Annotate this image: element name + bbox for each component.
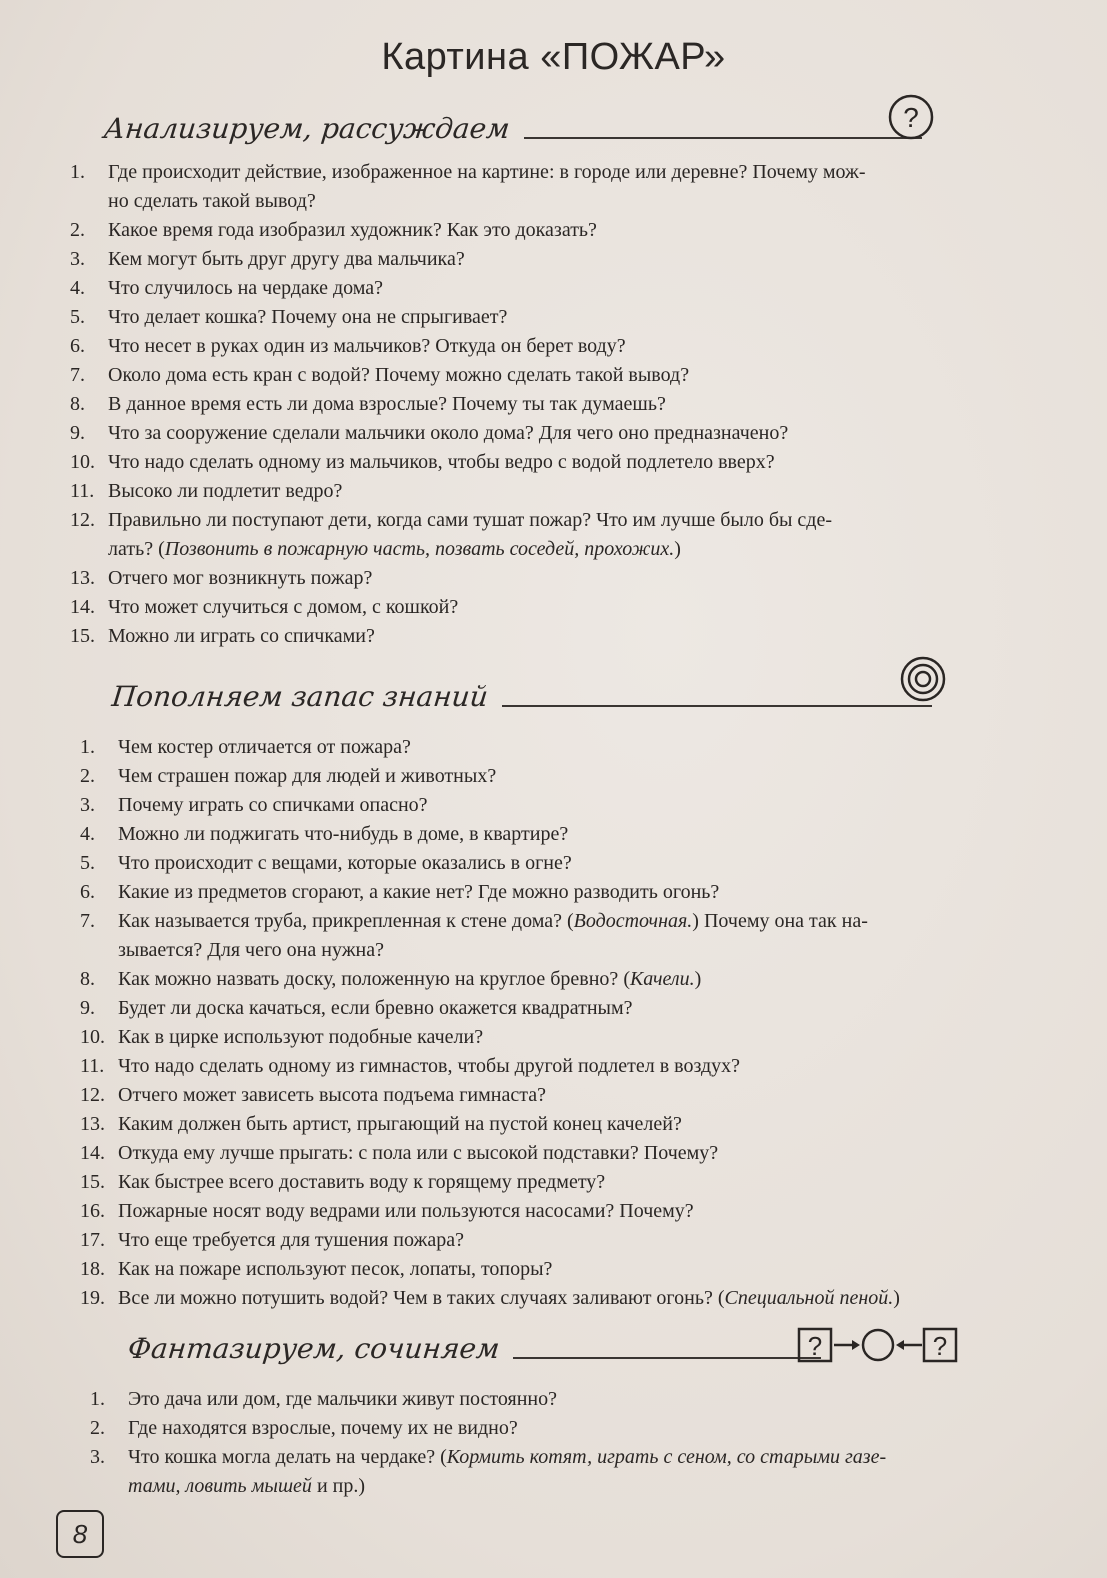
heading-underline: [502, 705, 932, 707]
list-item: 9. Будет ли доска качаться, если бревно окажется квадратным?: [80, 997, 633, 1019]
list-item: 12. Правильно ли поступают дети, когда сами тушат пожар? Что им лучше было бы сде- лать? (Позвонить в пожарную часть, позвать соседей, прохожих.): [70, 509, 833, 560]
list-item: 2. Какое время года изобразил художник? Как это доказать?: [70, 219, 597, 241]
list-item: 3. Почему играть со спичками опасно?: [80, 794, 428, 816]
list-item: 5. Что делает кошка? Почему она не спрыгивает?: [70, 306, 508, 328]
list-item: 7. Как называется труба, прикрепленная к стене дома? (Водосточная.) Почему она так на- зывается? Для чего она нужна?: [80, 910, 868, 961]
list-item: 11. Высоко ли подлетит ведро?: [70, 480, 343, 502]
list-item: 13. Отчего мог возникнуть пожар?: [70, 567, 373, 589]
list-item: 15. Как быстрее всего доставить воду к горящему предмету?: [80, 1171, 606, 1193]
list-item: 15. Можно ли играть со спичками?: [70, 625, 375, 647]
question-box-arrows-circle-icon: [796, 1324, 962, 1366]
section-heading-knowledge: [112, 680, 932, 713]
list-item: 1. Где происходит действие, изображенное на картине: в городе или деревне? Почему мож- но сделать такой вывод?: [70, 161, 866, 212]
list-item: 19. Все ли можно потушить водой? Чем в таких случаях заливают огонь? (Специальной пеной.): [80, 1287, 900, 1309]
list-item: 10. Как в цирке используют подобные качели?: [80, 1026, 484, 1048]
section-heading-label: Пополняем запас знаний: [110, 680, 490, 713]
list-item: 11. Что надо сделать одному из гимнастов, чтобы другой подлетел в воздух?: [80, 1055, 741, 1077]
list-item: 5. Что происходит с вещами, которые оказались в огне?: [80, 852, 572, 874]
list-item: 3. Кем могут быть друг другу два мальчика?: [70, 248, 465, 270]
section-heading-fantasy: [128, 1332, 821, 1365]
list-item: 8. Как можно назвать доску, положенную на круглое бревно? (Качели.): [80, 968, 702, 990]
heading-underline: [524, 137, 922, 139]
list-item: 16. Пожарные носят воду ведрами или пользуются насосами? Почему?: [80, 1200, 694, 1222]
list-item: 2. Чем страшен пожар для людей и животных?: [80, 765, 497, 787]
list-item: 7. Около дома есть кран с водой? Почему можно сделать такой вывод?: [70, 364, 690, 386]
svg-text:?: ?: [807, 1331, 823, 1361]
question-list-analyze: [70, 158, 1070, 651]
section-heading-label: Анализируем, рассуждаем: [102, 112, 512, 145]
list-item: 10. Что надо сделать одному из мальчиков, чтобы ведро с водой подлетело вверх?: [70, 451, 775, 473]
list-item: 14. Откуда ему лучше прыгать: с пола или с высокой подставки? Почему?: [80, 1142, 719, 1164]
concentric-circles-icon: [898, 654, 948, 704]
list-item: 12. Отчего может зависеть высота подъема гимнаста?: [80, 1084, 546, 1106]
section-heading-label: Фантазируем, сочиняем: [126, 1332, 502, 1365]
list-item: 1. Чем костер отличается от пожара?: [80, 736, 411, 758]
list-item: 6. Что несет в руках один из мальчиков? Откуда он берет воду?: [70, 335, 626, 357]
svg-text:?: ?: [903, 102, 919, 133]
list-item: 4. Что случилось на чердаке дома?: [70, 277, 384, 299]
list-item: 17. Что еще требуется для тушения пожара?: [80, 1229, 464, 1251]
question-list-knowledge: [80, 733, 1090, 1313]
question-circle-icon: [886, 92, 936, 142]
list-item: 9. Что за сооружение сделали мальчики около дома? Для чего оно предназначено?: [70, 422, 789, 444]
list-item: 1. Это дача или дом, где мальчики живут постоянно?: [90, 1388, 557, 1410]
list-item: 18. Как на пожаре используют песок, лопаты, топоры?: [80, 1258, 553, 1280]
page-number: 8: [56, 1510, 104, 1558]
list-item: 13. Каким должен быть артист, прыгающий на пустой конец качелей?: [80, 1113, 682, 1135]
section-heading-analyze: [104, 112, 922, 145]
list-item: 2. Где находятся взрослые, почему их не видно?: [90, 1417, 518, 1439]
list-item: 4. Можно ли поджигать что-нибудь в доме, в квартире?: [80, 823, 569, 845]
list-item: 6. Какие из предметов сгорают, а какие нет? Где можно разводить огонь?: [80, 881, 720, 903]
svg-text:?: ?: [932, 1331, 948, 1361]
heading-underline: [513, 1357, 821, 1359]
page-title: Картина «ПОЖАР»: [381, 36, 726, 78]
list-item: 3. Что кошка могла делать на чердаке? (Кормить котят, играть с сеном, со старыми газе- тами, ловить мышей и пр.): [90, 1446, 887, 1497]
list-item: 8. В данное время есть ли дома взрослые? Почему ты так думаешь?: [70, 393, 666, 415]
list-item: 14. Что может случиться с домом, с кошкой?: [70, 596, 459, 618]
question-list-fantasy: [90, 1385, 1090, 1501]
